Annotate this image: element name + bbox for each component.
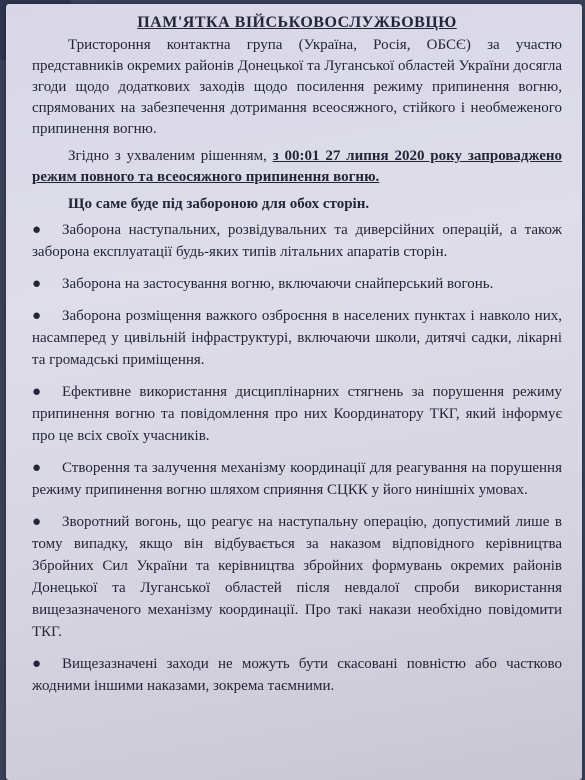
- rule-text: Ефективне використання дисциплінарних стягнень за порушення режиму припинення вогню та повідомлення про них Координатору ТКГ, який інформує про це всіх своїх учасників.: [32, 384, 562, 444]
- intro-paragraph: Тристороння контактна група (Україна, Росія, ОБСЄ) за участю представників окремих районів Донецької та Луганської областей України досягла згоди щодо додаткових заходів щодо посилення режиму припинення вогню, спрямованих на забезпечення дотримання всеосяжного, стійкого і необмеженого припинення вогню.: [32, 37, 562, 137]
- rule-text: Вищезазначені заходи не можуть бути скасовані повністю або частково жодними іншими наказами, зокрема таємними.: [32, 656, 562, 694]
- rule-text: Заборона наступальних, розвідувальних та диверсійних операцій, а також заборона експлуатації будь-яких типів літальних апаратів сторін.: [32, 222, 562, 260]
- decision-paragraph: [32, 146, 562, 188]
- rule-item: [32, 653, 562, 697]
- bullet-icon: ●: [32, 276, 42, 292]
- rule-item: [32, 273, 562, 295]
- bullet-icon: ●: [32, 308, 42, 324]
- rule-item: [32, 305, 562, 371]
- memo-document: [32, 8, 562, 707]
- bullet-icon: ●: [32, 460, 42, 476]
- bullet-icon: ●: [32, 384, 42, 400]
- bullet-icon: ●: [32, 514, 42, 530]
- rule-item: [32, 511, 562, 643]
- rule-item: [32, 219, 562, 263]
- rule-item: [32, 457, 562, 501]
- rule-text: Заборона на застосування вогню, включаючи снайперський вогонь.: [62, 276, 494, 292]
- paper-sheet: [6, 4, 582, 780]
- decision-emphasis: з 00:01 27 липня 2020 року запроваджено режим повного та всеосяжного припинення вогню.: [32, 148, 562, 185]
- bullet-icon: ●: [32, 222, 42, 238]
- decision-prefix: Згідно з ухваленим рішенням,: [68, 148, 267, 164]
- bullet-icon: ●: [32, 656, 42, 672]
- forbidden-heading: Що саме буде під забороною для обох сторін.: [68, 196, 370, 212]
- rule-text: Зворотний вогонь, що реагує на наступальну операцію, допустимий лише в тому випадку, якщо він відбувається за наказом відповідного керівництва Збройних Сил України та керівництва збройних формувань окремих районів Донецької та Луганської областей після невдалої спроби використання вищезазначеного механізму координації. Про такі накази необхідно повідомити ТКГ.: [32, 514, 562, 640]
- memo-title: ПАМ'ЯТКА ВІЙСЬКОВОСЛУЖБОВЦЮ: [137, 14, 457, 31]
- rule-text: Заборона розміщення важкого озброєння в населених пунктах і навколо них, насамперед у цивільній інфраструктурі, включаючи школи, дитячі садки, лікарні та громадські приміщення.: [32, 308, 562, 368]
- rule-item: [32, 381, 562, 447]
- rule-text: Створення та залучення механізму координації для реагування на порушення режиму припинення вогню шляхом сприяння СЦКК у його нинішніх умовах.: [32, 460, 562, 498]
- rules-list: [32, 219, 562, 697]
